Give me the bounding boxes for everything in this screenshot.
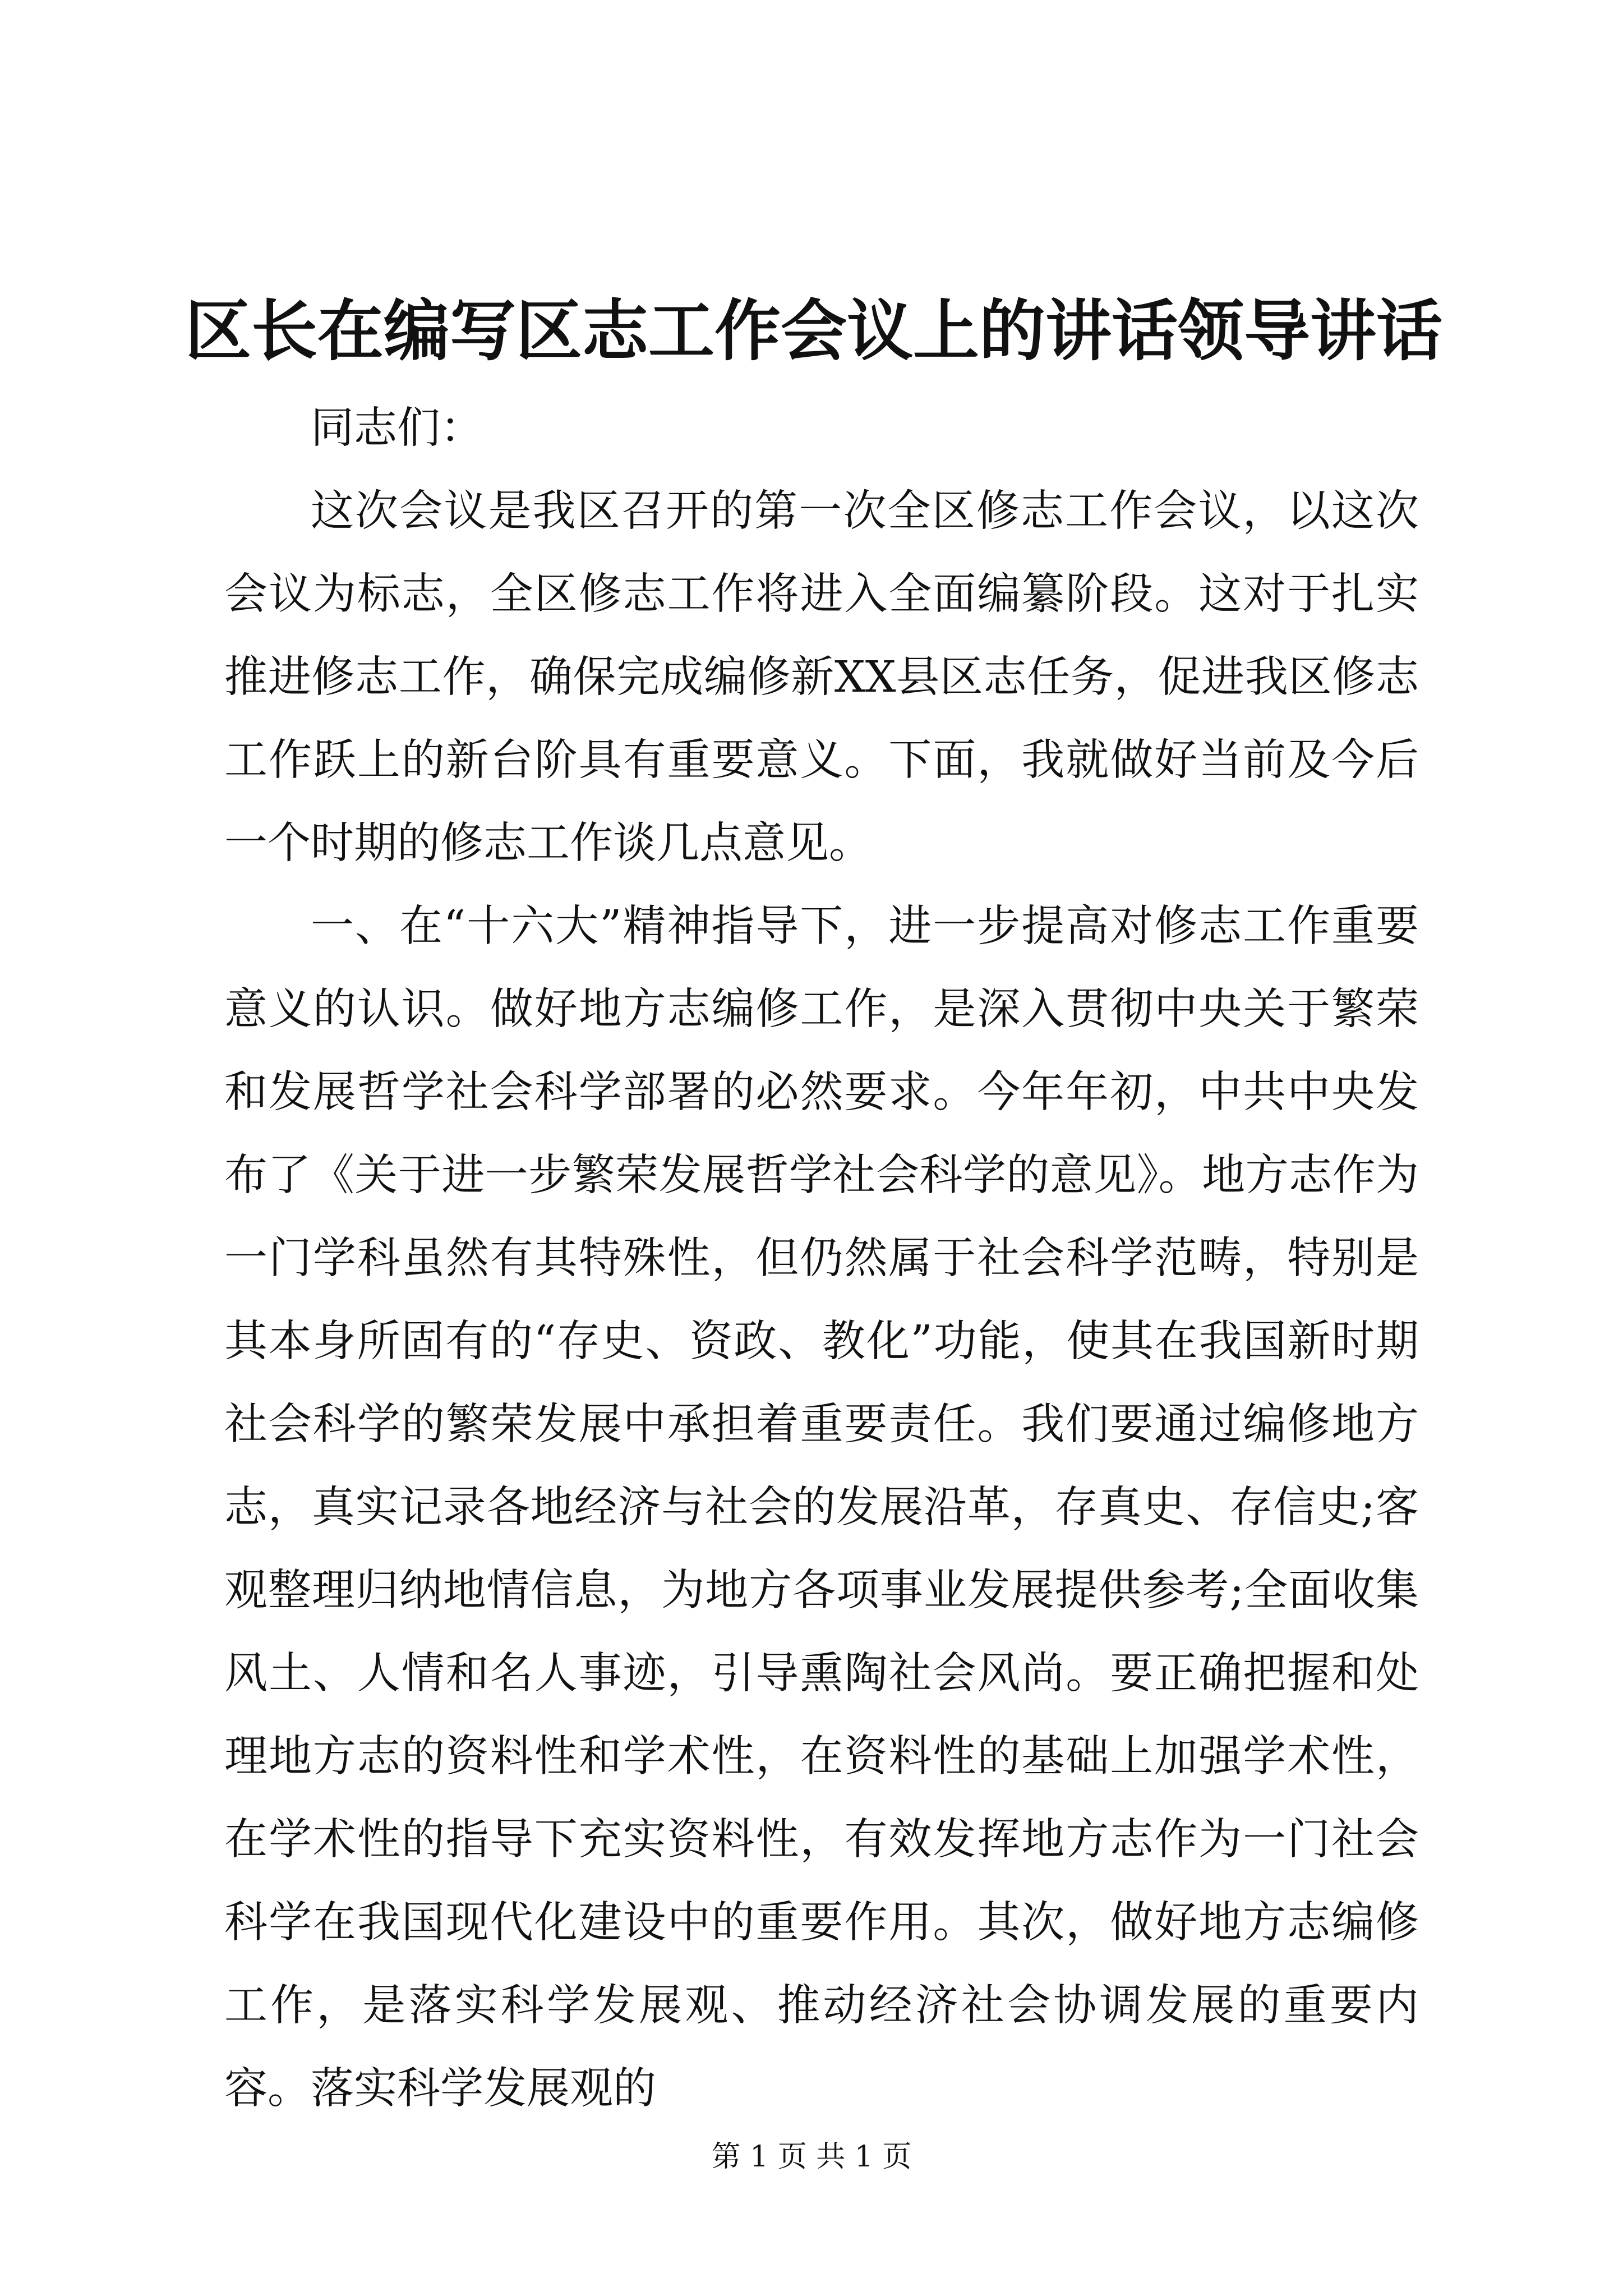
document-body	[224, 387, 1419, 2131]
salutation: 同志们：	[311, 403, 483, 453]
paragraph: 这次会议是我区召开的第一次全区修志工作会议，以这次会议为标志，全区修志工作将进入全面编纂阶段。这对于扎实推进修志工作，确保完成编修新XX县区志任务，促进我区修志工作跃上的新台阶具有重要意义。下面，我就做好当前及今后一个时期的修志工作谈几点意见。	[224, 486, 1419, 868]
document-title: 区长在编写区志工作会议上的讲话领导讲话	[185, 292, 1443, 370]
page-footer: 第 1 页 共 1 页	[711, 2140, 912, 2174]
paragraph: 一、在“十六大”精神指导下，进一步提高对修志工作重要意义的认识。做好地方志编修工作，是深入贯彻中央关于繁荣和发展哲学社会科学部署的必然要求。今年年初，中共中央发布了《关于进一步繁荣发展哲学社会科学的意见》。地方志作为一门学科虽然有其特殊性，但仍然属于社会科学范畴，特别是其本身所固有的“存史、资政、教化”功能，使其在我国新时期社会科学的繁荣发展中承担着重要责任。我们要通过编修地方志，真实记录各地经济与社会的发展沿革，存真史、存信史;客观整理归纳地情信息，为地方各项事业发展提供参考;全面收集风土、人情和名人事迹，引导熏陶社会风尚。要正确把握和处理地方志的资料性和学术性，在资料性的基础上加强学术性，在学术性的指导下充实资料性，有效发挥地方志作为一门社会科学在我国现代化建设中的重要作用。其次，做好地方志编修工作，是落实科学发展观、推动经济社会协调发展的重要内容。落实科学发展观的	[224, 901, 1419, 2114]
